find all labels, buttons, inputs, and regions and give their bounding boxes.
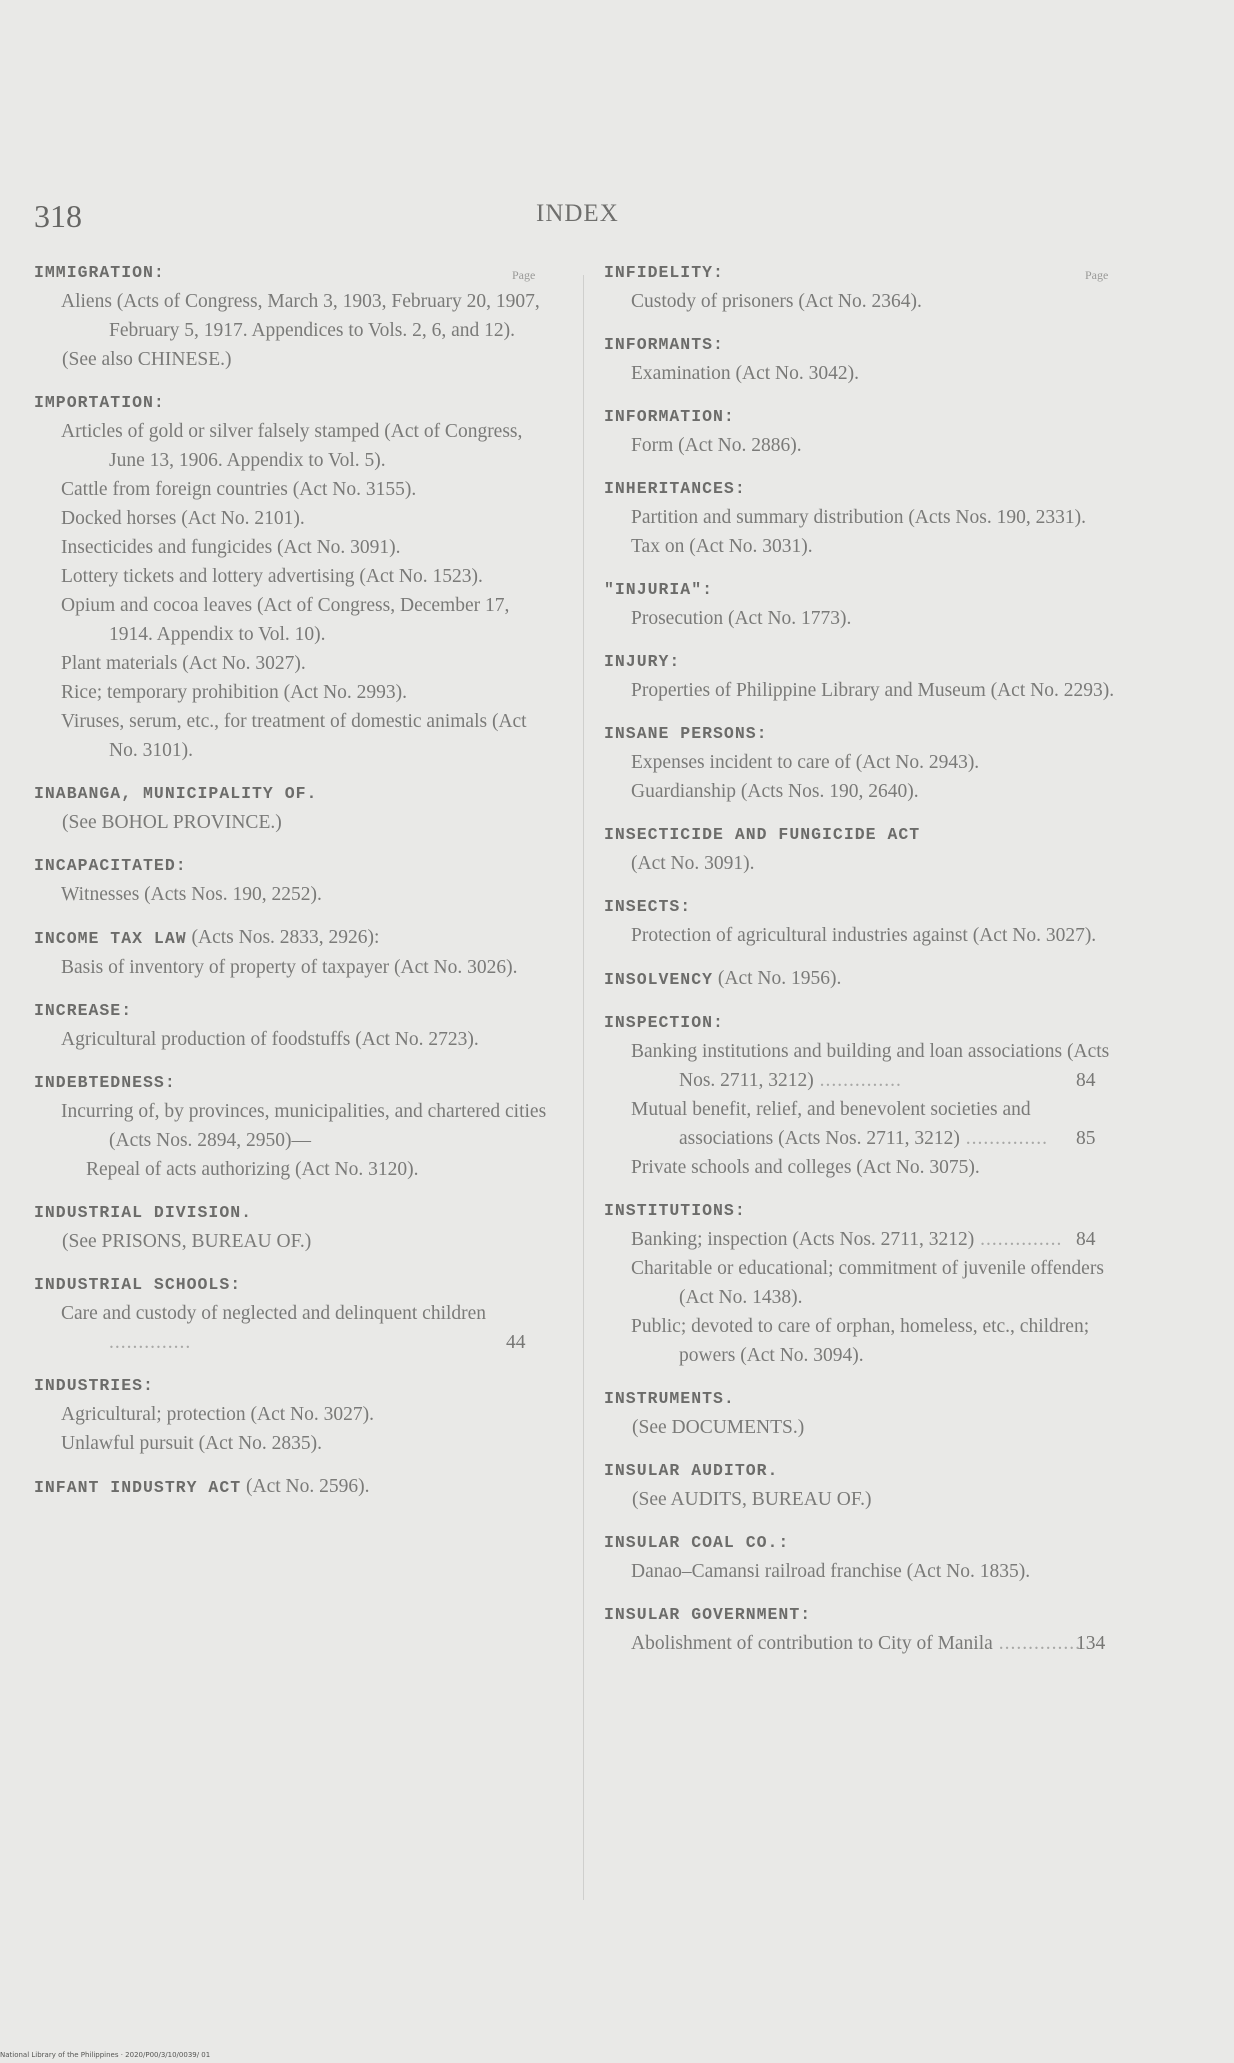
cross-reference — [604, 1413, 1124, 1442]
subentry — [604, 1254, 1124, 1312]
entry-heading — [34, 923, 554, 953]
entry-heading-text: INABANGA, MUNICIPALITY OF. — [34, 784, 318, 803]
cross-reference — [34, 345, 554, 374]
subentry — [34, 562, 554, 591]
subentry-text: Insecticides and fungicides (Act No. 3091). — [61, 537, 401, 558]
subentry-text: Danao–Camansi railroad franchise (Act No. 1835). — [631, 1561, 1031, 1582]
page-number: 318 — [34, 198, 82, 234]
entry-heading-text: INDUSTRIAL SCHOOLS: — [34, 1275, 242, 1294]
entry-heading-text: INCREASE: — [34, 1001, 133, 1020]
subentry — [34, 475, 554, 504]
entry-heading — [34, 388, 554, 417]
leader-dots: .............. — [992, 1633, 1081, 1654]
index-entry — [604, 575, 1124, 633]
subentry — [34, 591, 554, 649]
subentry — [604, 359, 1124, 388]
entry-heading-text: INSECTICIDE AND FUNGICIDE ACT — [604, 825, 921, 844]
entry-heading-text: INFORMANTS: — [604, 335, 724, 354]
index-entry — [34, 258, 554, 374]
subentry-text: Repeal of acts authorizing (Act No. 3120). — [86, 1159, 419, 1180]
subentry: Banking institutions and building and loan associations (Acts Nos. 2711, 3212) .............. 84 — [631, 1041, 1110, 1091]
subentry — [34, 287, 554, 345]
entry-heading-reference: (Act No. 1956). — [713, 968, 842, 989]
subentry-text: Witnesses (Acts Nos. 190, 2252). — [61, 884, 322, 905]
subentry-text: Aliens (Acts of Congress, March 3, 1903, February 20, 1907, February 5, 1917. Appendices to Vols. 2, 6, and 12). — [61, 291, 540, 341]
index-entry — [604, 1196, 1124, 1370]
entry-heading-text: INSULAR COAL CO.: — [604, 1533, 790, 1552]
subentry-text: Guardianship (Acts Nos. 190, 2640). — [631, 781, 919, 802]
subentry-text: Tax on (Act No. 3031). — [631, 536, 813, 557]
entry-heading — [604, 402, 1124, 431]
entry-heading — [34, 1198, 554, 1227]
subentry-text: Care and custody of neglected and delinquent children — [61, 1303, 487, 1324]
entry-heading-text: INFIDELITY: — [604, 263, 724, 282]
entry-heading — [604, 820, 1124, 849]
subentry-text: Agricultural; protection (Act No. 3027). — [61, 1404, 374, 1425]
subentry-text: (See also CHINESE.) — [62, 349, 232, 370]
subentry — [604, 604, 1124, 633]
index-entry — [604, 1528, 1124, 1586]
entry-heading — [604, 575, 1124, 604]
index-entry — [34, 851, 554, 909]
subentry-text: (See DOCUMENTS.) — [632, 1417, 805, 1438]
entry-heading-text: INSULAR AUDITOR. — [604, 1461, 779, 1480]
subentry-text: Agricultural production of foodstuffs (Act No. 2723). — [61, 1029, 479, 1050]
entry-heading — [604, 1528, 1124, 1557]
subentry — [604, 921, 1124, 950]
subentry-text: Partition and summary distribution (Acts Nos. 190, 2331). — [631, 507, 1086, 528]
subentry-text: Banking institutions and building and loan associations (Acts Nos. 2711, 3212) — [631, 1041, 1110, 1091]
index-entry — [604, 1384, 1124, 1442]
entry-heading — [604, 964, 1124, 994]
subentry-text: (See BOHOL PROVINCE.) — [62, 812, 282, 833]
entry-heading — [604, 258, 1124, 287]
subentry-text: Mutual benefit, relief, and benevolent societies and associations (Acts Nos. 2711, 3212) — [631, 1099, 1031, 1149]
subentry-text: Incurring of, by provinces, municipalities, and chartered cities (Acts Nos. 2894, 2950)— — [61, 1101, 547, 1151]
subentry: Banking; inspection (Acts Nos. 2711, 3212) .............. 84 — [631, 1229, 1096, 1250]
entry-heading-text: INDUSTRIES: — [34, 1376, 154, 1395]
cross-reference — [34, 1227, 554, 1256]
index-entry — [34, 923, 554, 982]
index-entry — [34, 1371, 554, 1458]
subentry — [604, 431, 1124, 460]
subentry-text: Prosecution (Act No. 1773). — [631, 608, 852, 629]
entry-heading — [604, 1008, 1124, 1037]
entry-heading — [604, 1456, 1124, 1485]
left-index-column — [34, 258, 554, 1516]
index-entry — [34, 996, 554, 1054]
cross-reference — [34, 808, 554, 837]
subentry-text: Charitable or educational; commitment of juvenile offenders (Act No. 1438). — [631, 1258, 1104, 1308]
entry-heading — [604, 1196, 1124, 1225]
running-head: INDEX — [536, 200, 619, 227]
entry-heading-text: INJURY: — [604, 652, 681, 671]
subentry — [604, 1312, 1124, 1370]
subentry-text: Public; devoted to care of orphan, homeless, etc., children; powers (Act No. 3094). — [631, 1316, 1090, 1366]
entry-heading-text: INCOME TAX LAW — [34, 929, 187, 948]
subentry-text: Articles of gold or silver falsely stamped (Act of Congress, June 13, 1906. Appendix to Vol. 5). — [61, 421, 523, 471]
entry-heading-text: INDEBTEDNESS: — [34, 1073, 176, 1092]
entry-heading — [604, 719, 1124, 748]
index-entry — [34, 1270, 554, 1357]
subentry: Abolishment of contribution to City of Manila .............. 134 — [631, 1633, 1106, 1654]
entry-heading — [604, 1600, 1124, 1629]
subentry-text: Plant materials (Act No. 3027). — [61, 653, 306, 674]
index-entry — [604, 1456, 1124, 1514]
subentry: Mutual benefit, relief, and benevolent societies and associations (Acts Nos. 2711, 3212) .............. 85 — [631, 1099, 1096, 1149]
subentry-text: Abolishment of contribution to City of Manila — [631, 1633, 993, 1654]
subentry-text: Docked horses (Act No. 2101). — [61, 508, 305, 529]
subentry-text: Opium and cocoa leaves (Act of Congress, December 17, 1914. Appendix to Vol. 10). — [61, 595, 510, 645]
entry-heading-text: INFANT INDUSTRY ACT — [34, 1478, 242, 1497]
leader-dots: .............. — [813, 1070, 902, 1091]
entry-heading — [34, 258, 554, 287]
index-entry — [34, 779, 554, 837]
subentry — [34, 678, 554, 707]
entry-heading — [34, 851, 554, 880]
entry-heading — [34, 779, 554, 808]
index-entry — [604, 820, 1124, 878]
subentry-text: (Act No. 3091). — [631, 853, 755, 874]
subentry-text: Lottery tickets and lottery advertising (Act No. 1523). — [61, 566, 483, 587]
subentry-text: Private schools and colleges (Act No. 3075). — [631, 1157, 980, 1178]
subentry — [604, 503, 1124, 532]
subentry — [34, 1097, 554, 1155]
subentry-text: Rice; temporary prohibition (Act No. 2993). — [61, 682, 408, 703]
subentry — [34, 953, 554, 982]
entry-heading — [34, 1472, 554, 1502]
entry-heading-text: INDUSTRIAL DIVISION. — [34, 1203, 253, 1222]
index-entry — [34, 1198, 554, 1256]
cross-reference — [604, 1485, 1124, 1514]
index-entry — [34, 1472, 554, 1502]
subentry — [34, 504, 554, 533]
index-entry — [34, 1068, 554, 1184]
entry-heading — [604, 330, 1124, 359]
subentry — [604, 1557, 1124, 1586]
subentry-text: Viruses, serum, etc., for treatment of domestic animals (Act No. 3101). — [61, 711, 527, 761]
entry-heading-text: INSOLVENCY — [604, 970, 714, 989]
column-divider — [583, 275, 584, 1900]
subentry-text: Cattle from foreign countries (Act No. 3155). — [61, 479, 417, 500]
subentry-text: Protection of agricultural industries against (Act No. 3027). — [631, 925, 1097, 946]
subentry — [604, 777, 1124, 806]
subentry — [34, 1429, 554, 1458]
subentry-text: Basis of inventory of property of taxpayer (Act No. 3026). — [61, 957, 518, 978]
leader-dots: .............. — [109, 1332, 192, 1353]
index-entry — [604, 258, 1124, 316]
subentry — [34, 1025, 554, 1054]
entry-heading-text: INCAPACITATED: — [34, 856, 187, 875]
entry-heading-text: INHERITANCES: — [604, 479, 746, 498]
index-entry — [604, 892, 1124, 950]
right-index-column — [604, 258, 1124, 1672]
page-column-heading-right: Page — [1085, 268, 1109, 282]
subentry — [34, 533, 554, 562]
subentry — [34, 1155, 554, 1184]
entry-heading — [34, 1068, 554, 1097]
subentry — [604, 1153, 1124, 1182]
index-entry — [604, 474, 1124, 561]
entry-heading — [604, 474, 1124, 503]
leader-dots: .............. — [974, 1229, 1063, 1250]
entry-heading — [34, 996, 554, 1025]
entry-heading-reference: (Act No. 2596). — [241, 1476, 370, 1497]
entry-heading-text: INSECTS: — [604, 897, 692, 916]
entry-heading — [604, 1384, 1124, 1413]
entry-heading-text: "INJURIA": — [604, 580, 714, 599]
subentry-text: (See AUDITS, BUREAU OF.) — [632, 1489, 872, 1510]
subentry — [604, 748, 1124, 777]
subentry — [34, 880, 554, 909]
index-entry — [604, 647, 1124, 705]
entry-heading-text: INSANE PERSONS: — [604, 724, 768, 743]
subentry: Care and custody of neglected and delinquent children .............. 44 — [61, 1303, 526, 1353]
subentry — [604, 676, 1124, 705]
subentry — [34, 1400, 554, 1429]
index-entry — [604, 719, 1124, 806]
index-entry — [604, 330, 1124, 388]
entry-heading-text: INSPECTION: — [604, 1013, 724, 1032]
subentry-text: Custody of prisoners (Act No. 2364). — [631, 291, 922, 312]
subentry-text: Form (Act No. 2886). — [631, 435, 802, 456]
subentry — [34, 417, 554, 475]
entry-heading-text: INSTRUMENTS. — [604, 1389, 735, 1408]
subentry-text: (See PRISONS, BUREAU OF.) — [62, 1231, 312, 1252]
index-entry — [604, 964, 1124, 994]
index-entry — [604, 1008, 1124, 1182]
subentry — [604, 287, 1124, 316]
entry-heading-text: IMPORTATION: — [34, 393, 165, 412]
entry-heading — [604, 647, 1124, 676]
subentry-text: Examination (Act No. 3042). — [631, 363, 859, 384]
subentry-text: Expenses incident to care of (Act No. 2943). — [631, 752, 980, 773]
entry-heading-reference: (Acts Nos. 2833, 2926): — [186, 927, 380, 948]
subentry — [34, 707, 554, 765]
index-entry — [604, 1600, 1124, 1658]
page-column-heading-left: Page — [512, 268, 536, 282]
subentry — [34, 649, 554, 678]
entry-heading-text: INFORMATION: — [604, 407, 735, 426]
entry-heading-text: INSTITUTIONS: — [604, 1201, 746, 1220]
index-entry — [34, 388, 554, 765]
entry-heading-text: IMMIGRATION: — [34, 263, 165, 282]
subentry-text: Banking; inspection (Acts Nos. 2711, 3212) — [631, 1229, 975, 1250]
subentry — [604, 532, 1124, 561]
leader-dots: .............. — [959, 1128, 1049, 1149]
entry-heading — [604, 892, 1124, 921]
entry-heading-text: INSULAR GOVERNMENT: — [604, 1605, 812, 1624]
scan-footer: National Library of the Philippines · 2020/P00/3/10/0039/ 01 — [0, 2051, 211, 2059]
subentry-text: Unlawful pursuit (Act No. 2835). — [61, 1433, 323, 1454]
index-entry — [604, 402, 1124, 460]
entry-heading — [34, 1270, 554, 1299]
subentry-text: Properties of Philippine Library and Museum (Act No. 2293). — [631, 680, 1115, 701]
subentry — [604, 849, 1124, 878]
entry-heading — [34, 1371, 554, 1400]
